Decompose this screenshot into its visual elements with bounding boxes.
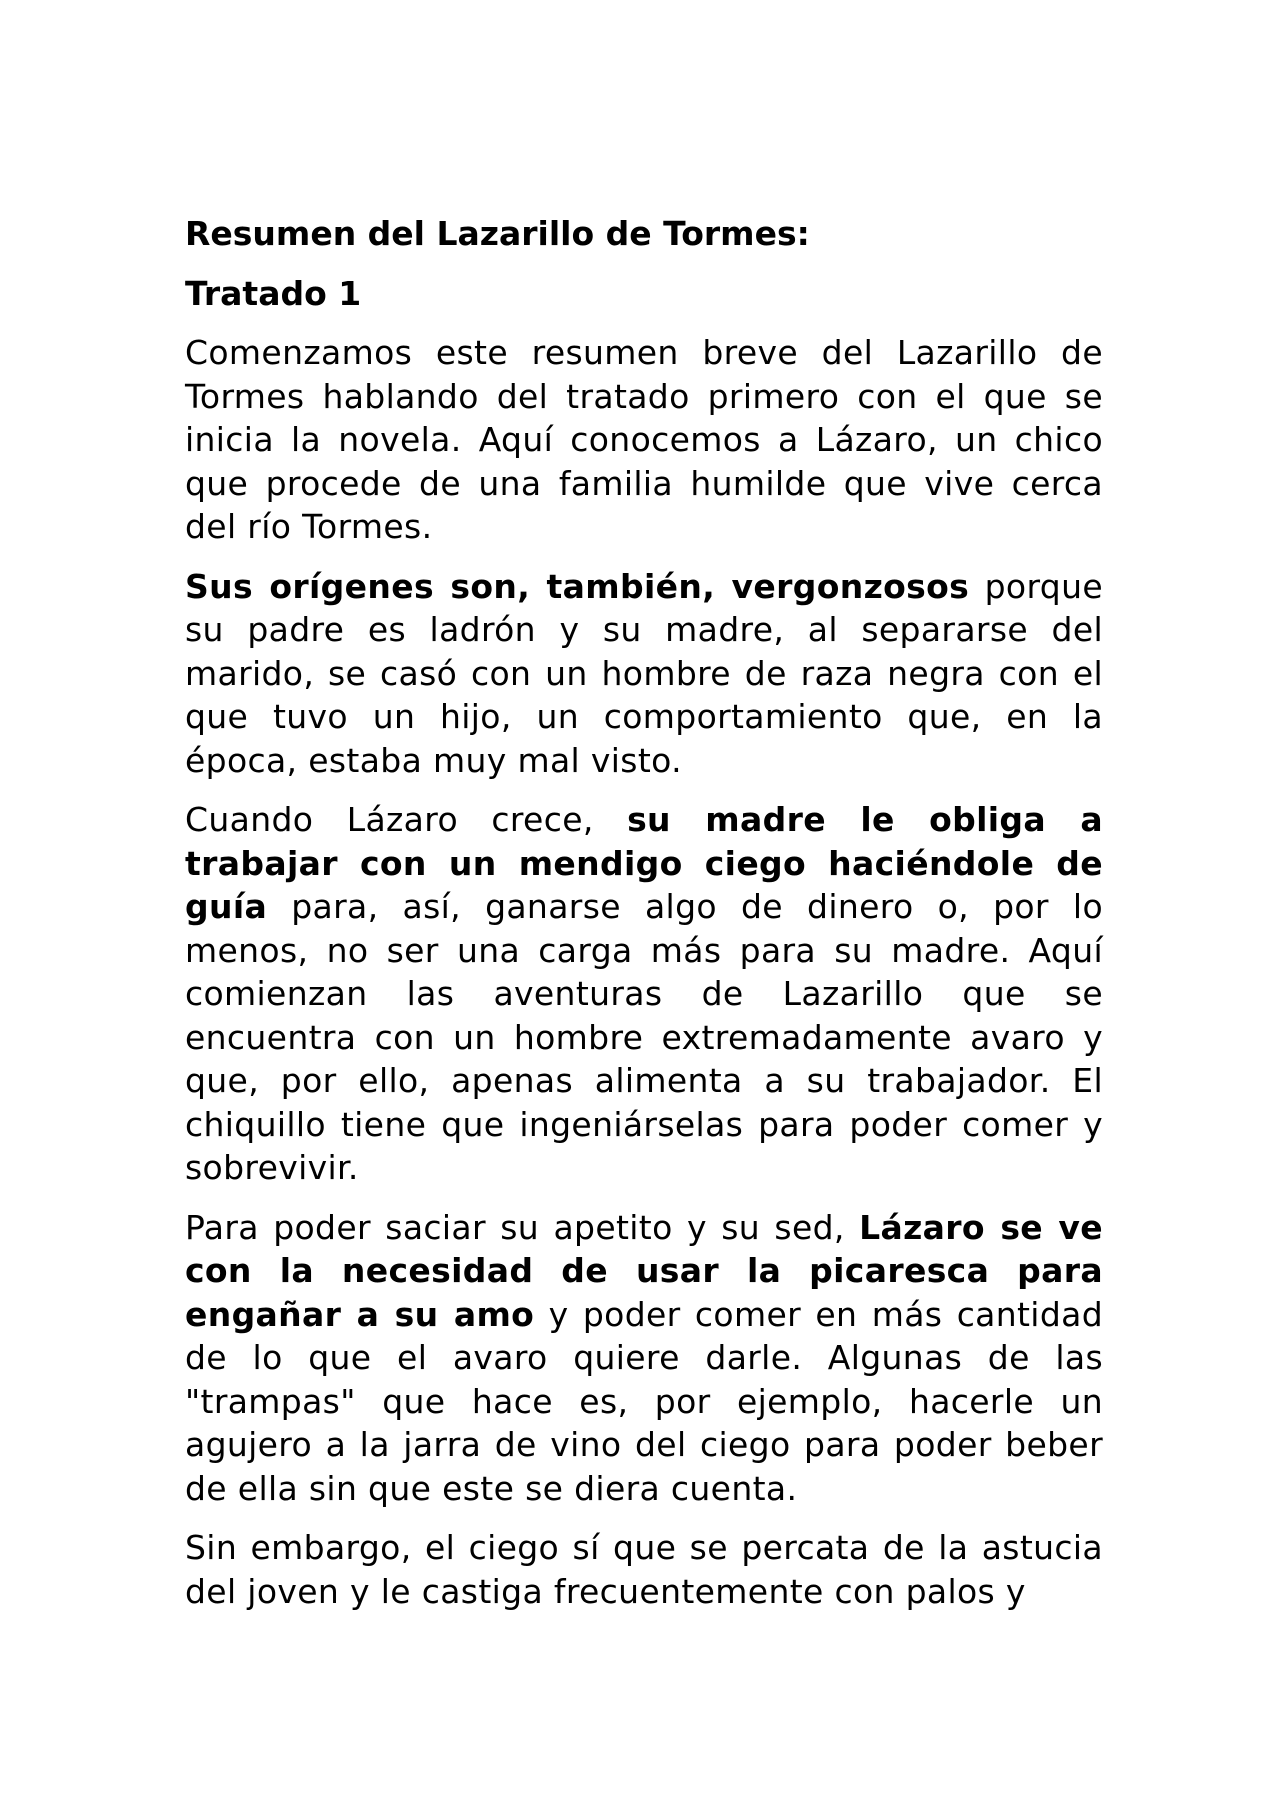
document-title: Resumen del Lazarillo de Tormes: bbox=[185, 214, 810, 253]
paragraph-4-bold: Lázaro se ve con la necesidad de usar la picaresca para engañar a su amo bbox=[185, 1207, 1104, 1334]
paragraph-3-text: para, así, ganarse algo de dinero o, por lo menos, no ser una carga más para su madre. Aquí comienzan las aventuras de Lazarillo que se encuentra con un hombre extremadamente avaro y que, por ello, apenas alimenta a su trabajador. El chiquillo tiene que ingeniárselas para poder comer y sobrevivir. bbox=[185, 887, 1103, 1187]
paragraph-3-pre: Cuando Lázaro crece, bbox=[185, 800, 628, 839]
paragraph-2 bbox=[185, 565, 1103, 783]
paragraph-1 bbox=[185, 331, 1103, 549]
section-heading: Tratado 1 bbox=[185, 273, 362, 313]
paragraph-2-text: porque su padre es ladrón y su madre, al separarse del marido, se casó con un hombre de raza negra con el que tuvo un hijo, un comportamiento que, en la época, estaba muy mal visto. bbox=[185, 566, 1104, 780]
paragraph-1-text: Comenzamos este resumen breve del Lazarillo de Tormes hablando del tratado primero con el que se inicia la novela. Aquí conocemos a Lázaro, un chico que procede de una familia humilde que vive cerca del río Tormes. bbox=[185, 333, 1103, 546]
paragraph-5 bbox=[185, 1526, 1103, 1613]
paragraph-4-text: y poder comer en más cantidad de lo que el avaro quiere darle. Algunas de las "trampas" que hace es, por ejemplo, hacerle un agujero a la jarra de vino del ciego para poder beber de ella sin que este se diera cuenta. bbox=[185, 1294, 1103, 1508]
paragraph-5-text: Sin embargo, el ciego sí que se percata de la astucia del joven y le castiga frecuentemente con palos y bbox=[185, 1528, 1103, 1611]
document-page bbox=[185, 212, 1103, 1629]
paragraph-4-pre: Para poder saciar su apetito y su sed, bbox=[185, 1207, 860, 1247]
paragraph-3 bbox=[185, 798, 1103, 1190]
paragraph-3-bold: su madre le obliga a trabajar con un mendigo ciego haciéndole de guía bbox=[185, 800, 1103, 926]
paragraph-4 bbox=[185, 1206, 1103, 1511]
paragraph-2-bold: Sus orígenes son, también, vergonzosos bbox=[185, 566, 970, 606]
